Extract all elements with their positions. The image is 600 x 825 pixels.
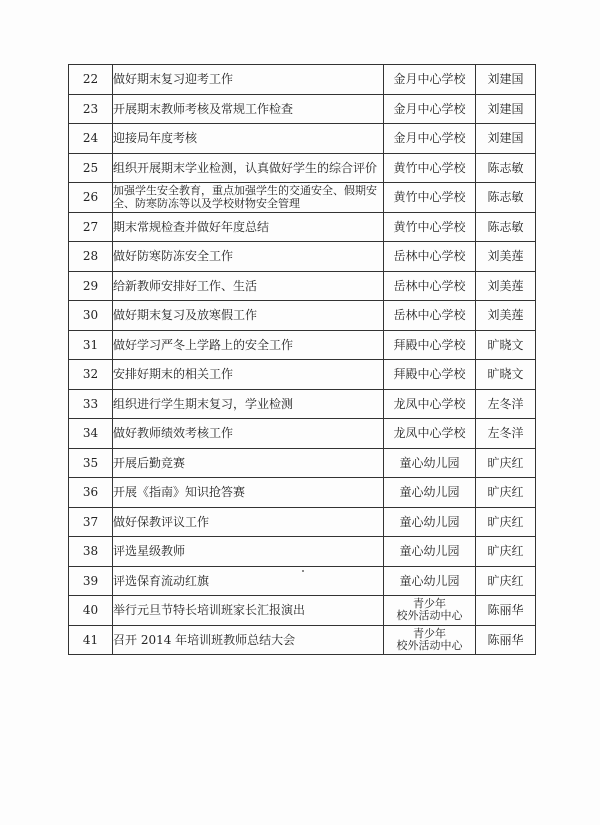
responsible-person: 刘美莲: [476, 271, 536, 301]
school-name: 金月中心学校: [384, 94, 476, 124]
table-row: [69, 65, 536, 95]
table-row: [69, 301, 536, 331]
school-name: 拜殿中心学校: [384, 330, 476, 360]
row-number: 35: [69, 448, 113, 478]
task-description: 做好期末复习迎考工作: [113, 65, 384, 95]
school-name: 童心幼儿园: [384, 566, 476, 596]
table-row: [69, 389, 536, 419]
responsible-person: 左冬洋: [476, 419, 536, 449]
responsible-person: 旷庆红: [476, 537, 536, 567]
table-row: [69, 625, 536, 655]
school-name: 龙凤中心学校: [384, 419, 476, 449]
row-number: 32: [69, 360, 113, 390]
school-name: 金月中心学校: [384, 65, 476, 95]
responsible-person: 旷庆红: [476, 478, 536, 508]
table-row: [69, 419, 536, 449]
responsible-person: 左冬洋: [476, 389, 536, 419]
row-number: 38: [69, 537, 113, 567]
task-description: 做好学习严冬上学路上的安全工作: [113, 330, 384, 360]
responsible-person: 旷庆红: [476, 448, 536, 478]
table-row: [69, 94, 536, 124]
row-number: 29: [69, 271, 113, 301]
school-name: [384, 625, 476, 655]
school-name-line1: 青少年: [413, 626, 446, 640]
row-number: 36: [69, 478, 113, 508]
responsible-person: 旷晓文: [476, 330, 536, 360]
task-description: 做好保教评议工作: [113, 507, 384, 537]
row-number: 25: [69, 153, 113, 183]
table-row: [69, 124, 536, 154]
responsible-person: 旷晓文: [476, 360, 536, 390]
task-description: 组织开展期末学业检测，认真做好学生的综合评价: [113, 153, 384, 183]
task-description: 安排好期末的相关工作: [113, 360, 384, 390]
school-name: 童心幼儿园: [384, 537, 476, 567]
school-name: [384, 596, 476, 626]
table-row: [69, 242, 536, 272]
row-number: 33: [69, 389, 113, 419]
responsible-person: 刘建国: [476, 124, 536, 154]
row-number: 28: [69, 242, 113, 272]
table-row: [69, 360, 536, 390]
responsible-person: 陈丽华: [476, 625, 536, 655]
responsible-person: 刘建国: [476, 94, 536, 124]
school-name-line2: 校外活动中心: [396, 638, 463, 652]
table-row: [69, 153, 536, 183]
table-row: [69, 183, 536, 213]
table-row: [69, 271, 536, 301]
school-name: 黄竹中心学校: [384, 183, 476, 213]
school-name: 黄竹中心学校: [384, 212, 476, 242]
school-name: 童心幼儿园: [384, 478, 476, 508]
row-number: 30: [69, 301, 113, 331]
task-description: 开展期末教师考核及常规工作检查: [113, 94, 384, 124]
table-row: [69, 507, 536, 537]
responsible-person: 陈志敏: [476, 153, 536, 183]
scan-speck: [302, 570, 304, 572]
task-description: 做好教师绩效考核工作: [113, 419, 384, 449]
responsible-person: 陈志敏: [476, 183, 536, 213]
row-number: 40: [69, 596, 113, 626]
row-number: 26: [69, 183, 113, 213]
row-number: 34: [69, 419, 113, 449]
responsible-person: 刘建国: [476, 65, 536, 95]
task-description: 召开 2014 年培训班教师总结大会: [113, 625, 384, 655]
responsible-person: 陈志敏: [476, 212, 536, 242]
school-name: 黄竹中心学校: [384, 153, 476, 183]
school-name: 龙凤中心学校: [384, 389, 476, 419]
school-name: 童心幼儿园: [384, 507, 476, 537]
task-description: 做好期末复习及放寒假工作: [113, 301, 384, 331]
work-schedule-table: [68, 64, 536, 655]
responsible-person: 刘美莲: [476, 301, 536, 331]
school-name: 金月中心学校: [384, 124, 476, 154]
school-name: 岳林中心学校: [384, 242, 476, 272]
row-number: 23: [69, 94, 113, 124]
responsible-person: 刘美莲: [476, 242, 536, 272]
responsible-person: 陈丽华: [476, 596, 536, 626]
responsible-person: 旷庆红: [476, 507, 536, 537]
school-name-line2: 校外活动中心: [396, 609, 463, 623]
row-number: 27: [69, 212, 113, 242]
table-row: [69, 212, 536, 242]
table-row: [69, 478, 536, 508]
school-name: 岳林中心学校: [384, 271, 476, 301]
row-number: 31: [69, 330, 113, 360]
task-description: 举行元旦节特长培训班家长汇报演出: [113, 596, 384, 626]
school-name: 童心幼儿园: [384, 448, 476, 478]
table-row: [69, 330, 536, 360]
task-description: 开展《指南》知识抢答赛: [113, 478, 384, 508]
table-row: [69, 448, 536, 478]
task-description: 给新教师安排好工作、生活: [113, 271, 384, 301]
school-name: 拜殿中心学校: [384, 360, 476, 390]
task-description: 评选保育流动红旗: [113, 566, 384, 596]
table-row: [69, 596, 536, 626]
row-number: 24: [69, 124, 113, 154]
school-name: 岳林中心学校: [384, 301, 476, 331]
task-description: 期末常规检查并做好年度总结: [113, 212, 384, 242]
row-number: 41: [69, 625, 113, 655]
task-description: 加强学生安全教育，重点加强学生的交通安全、假期安全、防寒防冻等以及学校财物安全管理: [113, 183, 384, 213]
row-number: 22: [69, 65, 113, 95]
school-name-line1: 青少年: [413, 597, 446, 611]
task-description: 迎接局年度考核: [113, 124, 384, 154]
table-row: [69, 537, 536, 567]
row-number: 37: [69, 507, 113, 537]
task-description: 组织进行学生期末复习，学业检测: [113, 389, 384, 419]
responsible-person: 旷庆红: [476, 566, 536, 596]
row-number: 39: [69, 566, 113, 596]
task-description: 做好防寒防冻安全工作: [113, 242, 384, 272]
task-description: 评选星级教师: [113, 537, 384, 567]
task-description: 开展后勤竞赛: [113, 448, 384, 478]
